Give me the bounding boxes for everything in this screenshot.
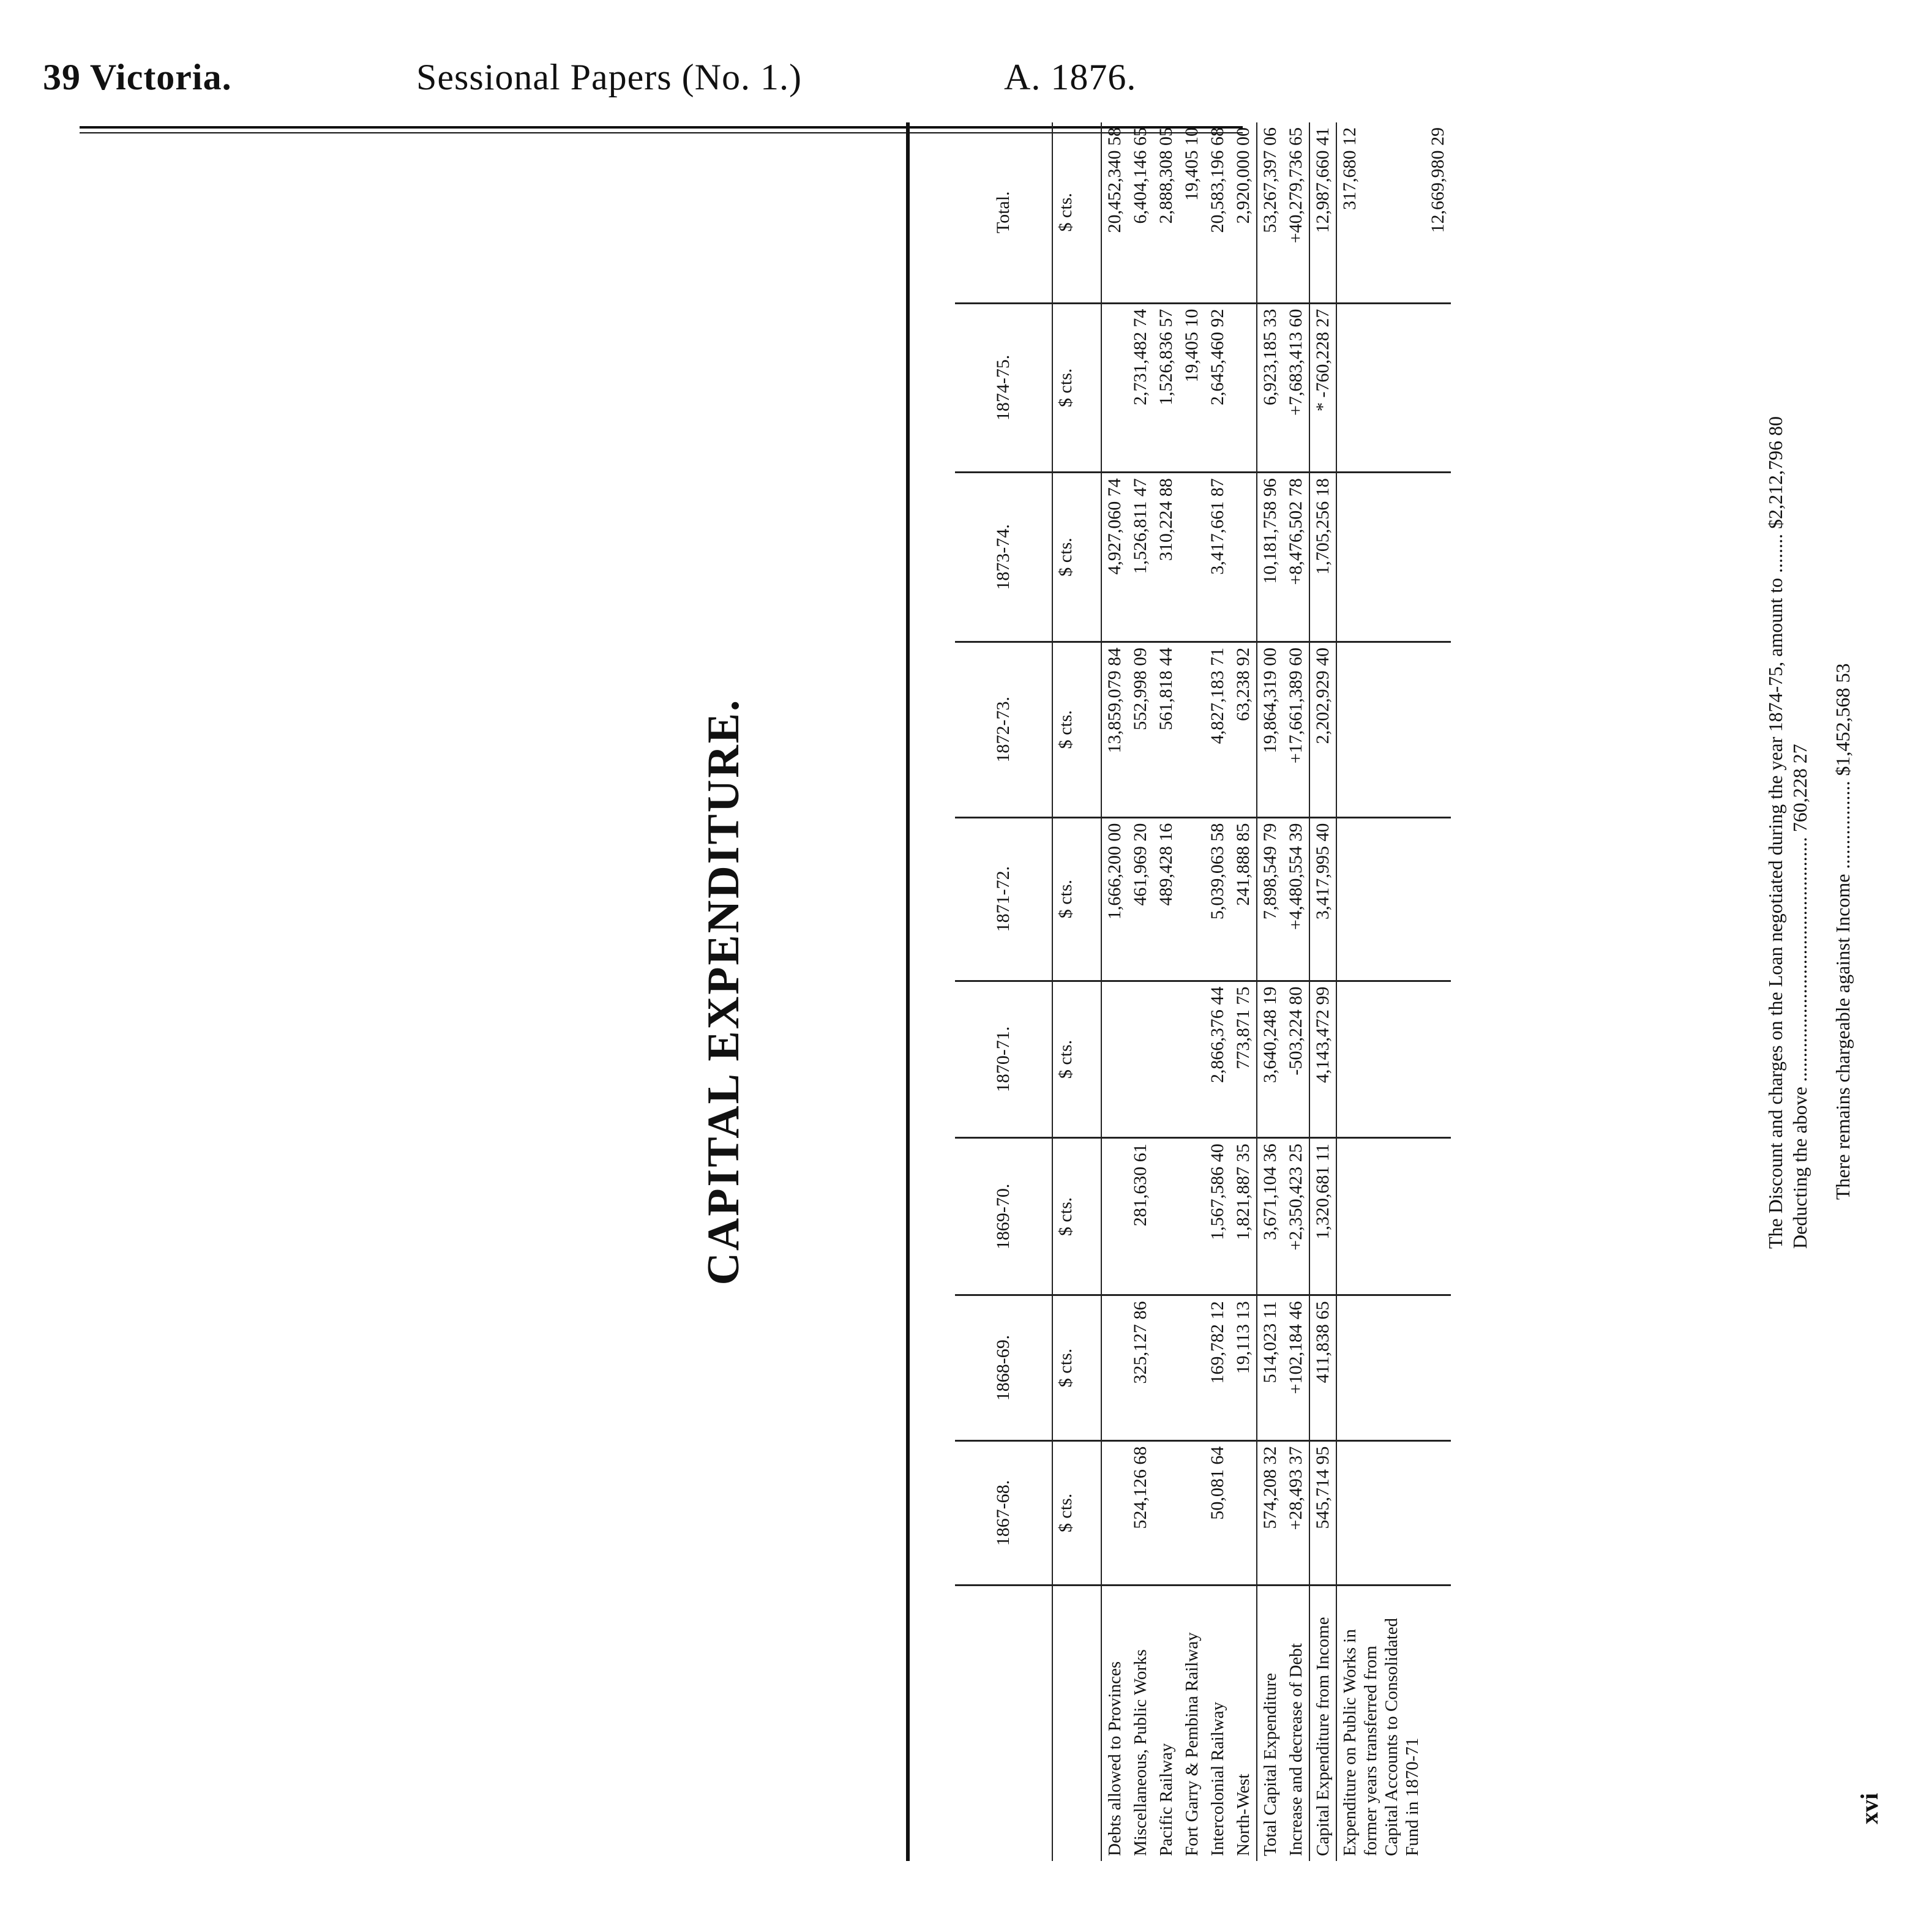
value-cell: 3,640,248 19 — [1257, 981, 1283, 1138]
column-header: 1874-75. — [955, 303, 1052, 473]
value-cell: +7,683,413 60 — [1283, 303, 1309, 473]
value-cell: -503,224 80 — [1283, 981, 1309, 1138]
value-cell — [1425, 1295, 1451, 1440]
column-header: 1867-68. — [955, 1440, 1052, 1586]
value-cell: 1,567,586 40 — [1205, 1138, 1230, 1295]
value-cell: 1,526,811 47 — [1128, 473, 1153, 642]
value-cell: 4,143,472 99 — [1309, 981, 1336, 1138]
table-header-row — [955, 122, 1052, 1861]
value-cell: 12,987,660 41 — [1309, 122, 1336, 303]
footer-value-3: $1,452,568 53 — [1832, 663, 1854, 776]
footer-value-2: 760,228 27 — [1789, 744, 1811, 833]
value-cell: 13,859,079 84 — [1101, 642, 1128, 817]
value-cell: 3,417,995 40 — [1309, 817, 1336, 981]
footer-line-2: Deducting the above — [1789, 1087, 1811, 1249]
footer-value-1: $2,212,796 80 — [1764, 416, 1786, 529]
value-cell — [1153, 1295, 1179, 1440]
value-cell: +8,476,502 78 — [1283, 473, 1309, 642]
label-column-header — [955, 1586, 1052, 1861]
capital-expenditure-table — [955, 122, 1451, 1861]
column-header: 1872-73. — [955, 642, 1052, 817]
value-cell: 773,871 75 — [1230, 981, 1257, 1138]
units-cell: $ cts. — [1052, 122, 1101, 303]
value-cell — [1336, 1138, 1425, 1295]
value-cell — [1336, 473, 1425, 642]
row-label: Intercolonial Railway — [1208, 1701, 1227, 1856]
value-cell — [1230, 473, 1257, 642]
value-cell: 19,405 10 — [1179, 303, 1205, 473]
value-cell — [1101, 1440, 1128, 1586]
column-header: 1871-72. — [955, 817, 1052, 981]
value-cell: 561,818 44 — [1153, 642, 1179, 817]
table-row — [1425, 122, 1451, 1861]
value-cell: 524,126 68 — [1128, 1440, 1153, 1586]
value-cell: 461,969 20 — [1128, 817, 1153, 981]
value-cell: +2,350,423 25 — [1283, 1138, 1309, 1295]
row-label — [1425, 1586, 1451, 1861]
value-cell: 2,866,376 44 — [1205, 981, 1230, 1138]
value-cell — [1425, 817, 1451, 981]
value-cell — [1101, 981, 1128, 1138]
value-cell: * -760,228 27 — [1309, 303, 1336, 473]
value-cell: 1,705,256 18 — [1309, 473, 1336, 642]
value-cell — [1425, 1440, 1451, 1586]
units-cell: $ cts. — [1052, 642, 1101, 817]
table-row — [1283, 122, 1309, 1861]
value-cell: +102,184 46 — [1283, 1295, 1309, 1440]
value-cell: 63,238 92 — [1230, 642, 1257, 817]
value-cell: 2,920,000 00 — [1230, 122, 1257, 303]
row-label: Pacific Railway — [1156, 1743, 1176, 1856]
footer-line-3: There remains chargeable against Income — [1832, 874, 1854, 1200]
column-header: Total. — [955, 122, 1052, 303]
value-cell: 514,023 11 — [1257, 1295, 1283, 1440]
value-cell — [1179, 981, 1205, 1138]
table-row — [1179, 122, 1205, 1861]
table-row — [1205, 122, 1230, 1861]
value-cell — [1101, 1295, 1128, 1440]
value-cell: 19,864,319 00 — [1257, 642, 1283, 817]
value-cell — [1425, 642, 1451, 817]
value-cell: 310,224 88 — [1153, 473, 1179, 642]
value-cell: 50,081 64 — [1205, 1440, 1230, 1586]
value-cell: 3,671,104 36 — [1257, 1138, 1283, 1295]
value-cell: 7,898,549 79 — [1257, 817, 1283, 981]
table-top-border — [906, 122, 910, 1861]
table-row — [1153, 122, 1179, 1861]
value-cell — [1153, 1440, 1179, 1586]
value-cell — [1101, 1138, 1128, 1295]
value-cell: 1,821,887 35 — [1230, 1138, 1257, 1295]
value-cell: 281,630 61 — [1128, 1138, 1153, 1295]
value-cell — [1179, 1138, 1205, 1295]
row-label: Miscellaneous, Public Works — [1131, 1649, 1150, 1856]
value-cell: +4,480,554 39 — [1283, 817, 1309, 981]
value-cell — [1336, 817, 1425, 981]
value-cell: 19,113 13 — [1230, 1295, 1257, 1440]
table-row — [1230, 122, 1257, 1861]
value-cell: +28,493 37 — [1283, 1440, 1309, 1586]
column-header: 1873-74. — [955, 473, 1052, 642]
value-cell — [1153, 1138, 1179, 1295]
table-row — [1309, 122, 1336, 1861]
table-row — [1257, 122, 1283, 1861]
row-label: Total Capital Expenditure — [1257, 1586, 1283, 1861]
row-label: Capital Expenditure from Income — [1309, 1586, 1336, 1861]
value-cell — [1179, 1440, 1205, 1586]
row-label: Expenditure on Public Works in former years transferred from Capital Accounts to Consolidated Fund in 1870-71 — [1336, 1586, 1425, 1861]
units-cell: $ cts. — [1052, 1295, 1101, 1440]
value-cell — [1230, 1440, 1257, 1586]
value-cell: 1,320,681 11 — [1309, 1138, 1336, 1295]
footer-notes: The Discount and charges on the Loan negotiated during the year 1874-75, amount to ........ $2,212,796 80 Deducting the above .................................................. 760,228 27 There remains chargeable against Income .................. $1,452,568 53 — [1764, 416, 1854, 1249]
value-cell: 19,405 10 — [1179, 122, 1205, 303]
value-cell — [1336, 642, 1425, 817]
value-cell: 4,827,183 71 — [1205, 642, 1230, 817]
value-cell: 574,208 32 — [1257, 1440, 1283, 1586]
value-cell — [1230, 303, 1257, 473]
value-cell: 6,404,146 65 — [1128, 122, 1153, 303]
column-header: 1868-69. — [955, 1295, 1052, 1440]
units-cell: $ cts. — [1052, 1138, 1101, 1295]
value-cell — [1179, 642, 1205, 817]
value-cell: 1,526,836 57 — [1153, 303, 1179, 473]
rotated-page-content — [698, 122, 1910, 1861]
value-cell — [1336, 303, 1425, 473]
value-cell — [1153, 981, 1179, 1138]
column-header: 1869-70. — [955, 1138, 1052, 1295]
value-cell: 5,039,063 58 — [1205, 817, 1230, 981]
value-cell — [1425, 981, 1451, 1138]
table-row — [1101, 122, 1128, 1861]
row-label: Fort Garry & Pembina Railway — [1182, 1632, 1202, 1856]
units-row — [1052, 122, 1101, 1861]
value-cell — [1425, 473, 1451, 642]
value-cell: 3,417,661 87 — [1205, 473, 1230, 642]
value-cell: 2,645,460 92 — [1205, 303, 1230, 473]
value-cell: 20,583,196 68 — [1205, 122, 1230, 303]
value-cell: 489,428 16 — [1153, 817, 1179, 981]
value-cell — [1179, 473, 1205, 642]
row-label: Debts allowed to Provinces — [1105, 1661, 1125, 1856]
column-header: 1870-71. — [955, 981, 1052, 1138]
value-cell: +17,661,389 60 — [1283, 642, 1309, 817]
value-cell: 53,267,397 06 — [1257, 122, 1283, 303]
table-row — [1336, 122, 1425, 1861]
value-cell — [1336, 981, 1425, 1138]
value-cell — [1101, 303, 1128, 473]
value-cell: 20,452,340 58 — [1101, 122, 1128, 303]
header-left: 39 Victoria. — [43, 57, 232, 97]
value-cell: 1,666,200 00 — [1101, 817, 1128, 981]
value-cell: 317,680 12 — [1336, 122, 1425, 303]
value-cell: 12,669,980 29 — [1425, 122, 1451, 303]
header-center: Sessional Papers (No. 1.) — [416, 57, 802, 97]
units-cell: $ cts. — [1052, 981, 1101, 1138]
units-cell: $ cts. — [1052, 817, 1101, 981]
value-cell — [1128, 981, 1153, 1138]
value-cell: 241,888 85 — [1230, 817, 1257, 981]
value-cell: 325,127 86 — [1128, 1295, 1153, 1440]
units-cell: $ cts. — [1052, 1440, 1101, 1586]
value-cell: 169,782 12 — [1205, 1295, 1230, 1440]
value-cell: 2,731,482 74 — [1128, 303, 1153, 473]
page-number: xvi — [1856, 1792, 1883, 1824]
page-title: CAPITAL EXPENDITURE. — [698, 698, 749, 1286]
value-cell: 10,181,758 96 — [1257, 473, 1283, 642]
value-cell: 545,714 95 — [1309, 1440, 1336, 1586]
value-cell — [1179, 817, 1205, 981]
row-label: Increase and decrease of Debt — [1286, 1643, 1306, 1856]
value-cell — [1336, 1440, 1425, 1586]
header-right: A. 1876. — [1004, 57, 1137, 97]
value-cell: 2,202,929 40 — [1309, 642, 1336, 817]
value-cell: 411,838 65 — [1309, 1295, 1336, 1440]
value-cell: 552,998 09 — [1128, 642, 1153, 817]
row-label: North-West — [1234, 1773, 1253, 1856]
value-cell: 4,927,060 74 — [1101, 473, 1128, 642]
value-cell — [1425, 303, 1451, 473]
value-cell: 6,923,185 33 — [1257, 303, 1283, 473]
value-cell — [1425, 1138, 1451, 1295]
units-cell: $ cts. — [1052, 303, 1101, 473]
units-cell: $ cts. — [1052, 473, 1101, 642]
table-row — [1128, 122, 1153, 1861]
value-cell: 2,888,308 05 — [1153, 122, 1179, 303]
value-cell — [1179, 1295, 1205, 1440]
value-cell — [1336, 1295, 1425, 1440]
footer-line-1: The Discount and charges on the Loan negotiated during the year 1874-75, amount to — [1764, 578, 1786, 1249]
value-cell: +40,279,736 65 — [1283, 122, 1309, 303]
